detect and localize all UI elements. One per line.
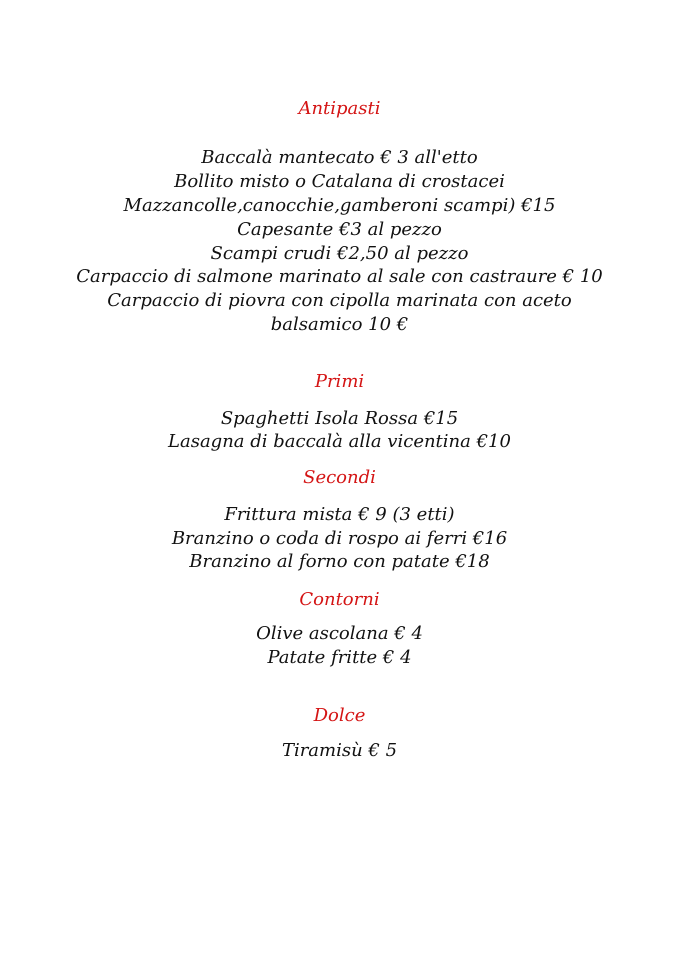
section-title-contorni: Contorni [299,589,380,610]
menu-item: Frittura mista € 9 (3 etti) [224,504,455,525]
menu-item: Patate fritte € 4 [267,647,412,668]
menu-item: Bollito misto o Catalana di crostacei [174,171,505,192]
menu-item: Capesante €3 al pezzo [237,219,442,240]
menu-item: Carpaccio di salmone marinato al sale con castraure € 10 [76,266,603,287]
menu-item: Spaghetti Isola Rossa €15 [220,408,459,429]
menu-item: Branzino al forno con patate €18 [189,551,490,572]
menu-item: Branzino o coda di rospo ai ferri €16 [171,528,508,549]
menu-item: balsamico 10 € [270,314,409,335]
section-title-dolce: Dolce [313,705,366,726]
menu-item: Scampi crudi €2,50 al pezzo [210,243,469,264]
menu-item: Carpaccio di piovra con cipolla marinata con aceto [107,290,572,311]
menu-item: Olive ascolana € 4 [256,623,423,644]
section-title-antipasti: Antipasti [298,98,381,119]
section-title-secondi: Secondi [303,467,376,488]
menu-item: Mazzancolle,canocchie,gamberoni scampi) €15 [123,195,556,216]
menu-item: Tiramisù € 5 [281,740,398,761]
section-title-primi: Primi [314,371,365,392]
menu-item: Baccalà mantecato € 3 all'etto [201,147,478,168]
menu-item: Lasagna di baccalà alla vicentina €10 [168,431,511,452]
